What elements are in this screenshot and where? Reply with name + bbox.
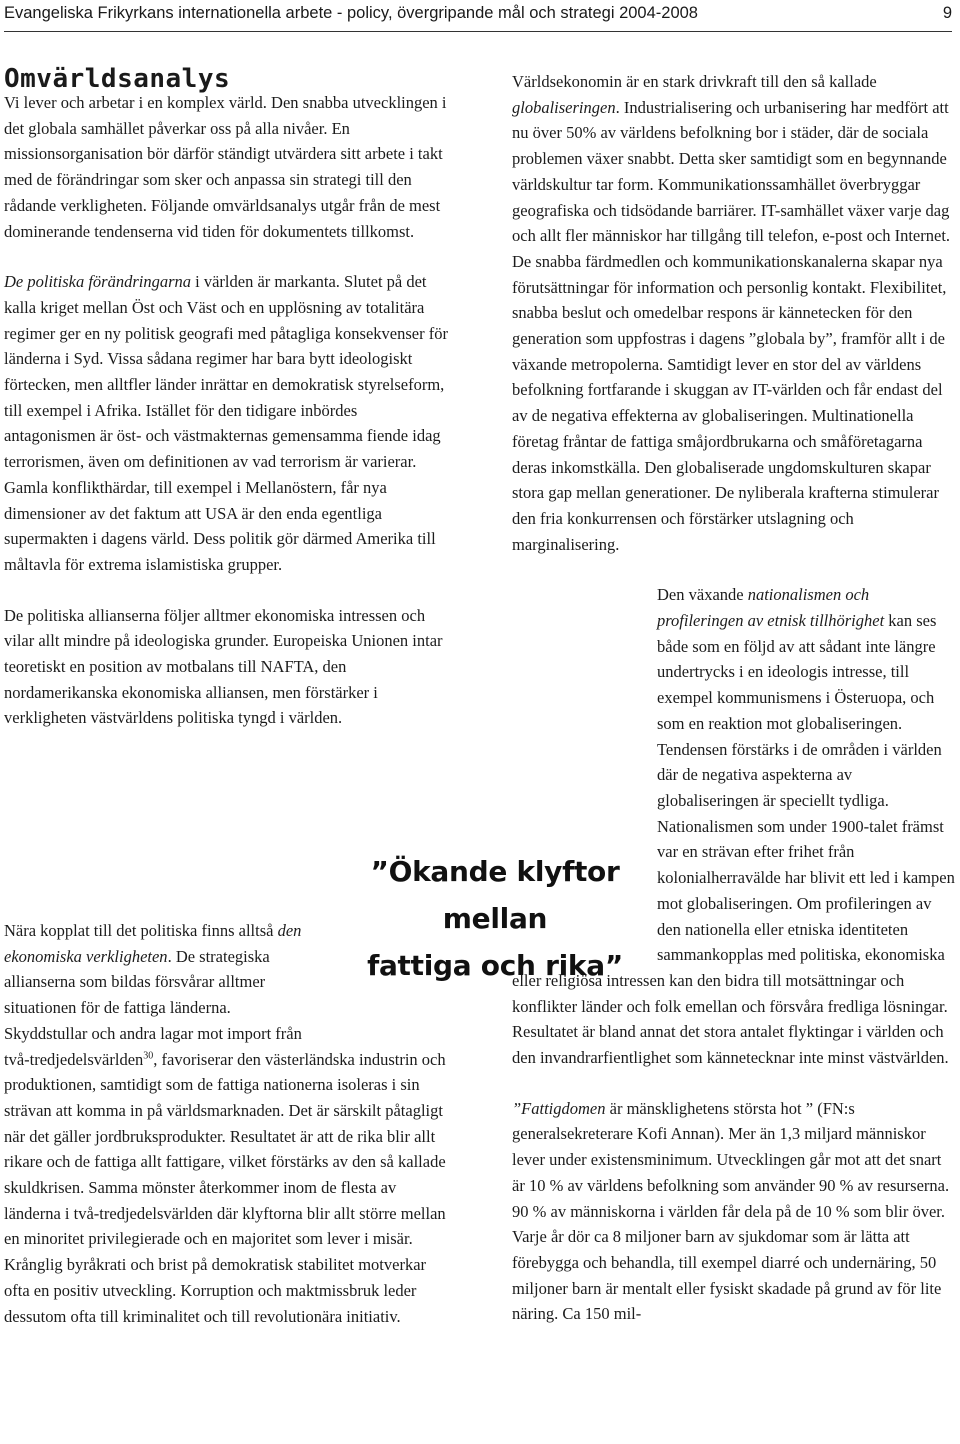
poverty-paragraph: ”Fattigdomen är mänsklighetens största hot ” (FN:s generalsekreterare Kofi Annan). Mer än 1,3 miljard människor lever under existensminimum. Utvecklingen går mot att det snart är 10 % av världens befolkning som använder 90 % av resurserna. 90 % av människorna i världen får dela på de 10 % som blir över. Varje år dör ca 8 miljoner barn av sjukdomar som är lätta att förebygga och behandla, till exempel diarré och undernäring, 50 miljoner barn är mentalt eller fysiskt skadade på grund av för lite näring. Ca 150 mil- [512, 1098, 950, 1324]
poverty-emphasis: ”Fattigdomen [512, 1098, 606, 1118]
intro-paragraph: Vi lever och arbetar i en komplex värld. Den snabba utvecklingen i det globala samhället påverkar oss på alla nivåer. En missionsorganisation bör därför ständigt utvärdera sitt arbete i takt med de förändringar som sker och anpassa sin strategi till den rådande verkligheten. Följande omvärldsanalys utgår från de mest dominerande tendenserna vid tiden för dokumentets tillkomst. [4, 93, 447, 241]
footnote-ref: 30 [143, 1050, 154, 1062]
globalisation-paragraph: Världsekonomin är en stark drivkraft till den så kallade globaliseringen. Industrialisering och urbanisering har medfört att nu över 50% av världens befolkning bor i städer, där de sociala problemen växer snabbt. Detta sker samtidigt som en begynnande världskultur tar form. Kommunikationssamhället överbryggar geografiska och tidsödande barriärer. IT-samhället växer varje dag och allt fler människor har tillgång till telefon, e-post och Internet. De snabba färdmedlen och kommunikationskanalerna skapar nya förutsättningar för information och personlig kontakt. Flexibilitet, snabba beslut och omedelbar respons är kännetecken för den generation som uppfostras i dagens ”globala by”, framför allt i de växande metropolerna. Samtidigt lever en stor del av världens befolkning fortfarande i skuggan av IT-världen och får endast del av de negativa effekterna av globaliseringen. Multinationella företag fråntar de fattiga småjordbrukarna och småföretagarna deras inkomstkälla. Den globaliserade ungdomskulturen skapar stora gap mellan generationer. De nyliberala krafterna stimulerar den fria konkurrensen och förstärker utslagning och marginalisering. [512, 72, 951, 554]
pull-quote-line-3: fattiga och rika” [367, 949, 623, 982]
page-number: 9 [942, 4, 952, 22]
alliances-paragraph: De politiska allianserna följer alltmer ekonomiska intressen och vilar allt mindre på ideologiska grunder. Europeiska Unionen intar teoretiskt en position av motbalans till NAFTA, den nordamerikanska ekonomiska alliansen, men förstärker i verkligheten västvärldens politiska tyngd i världen. [4, 605, 443, 728]
section-heading: Omvärldsanalys [4, 64, 231, 94]
nationalism-paragraph: Den växande nationalismen och profileringen av etnisk tillhörighet kan ses både som en följd av att sådant inte längre undertrycks i en ideologis intresse, till exempel kommunismens i Österuopa, och som en reaktion mot globaliseringen. Tendensen förstärks i de områden i världen där de negativa aspekterna av globaliseringen är speciellt tydliga. Nationalismen som under 1900-talet främst var en strävan efter frihet från kolonialherravälde har blivit ett led i kampen mot globaliseringen. Om profileringen av den nationella eller etniska identiteten sammankopplas med politiska, ekonomiska eller religiösa intressen kan den bidra till motsättningar och konflikter länder och folk emellan och försvåra fredliga lösningar. Resultatet är bland annat det stora antalet flyktingar i världen och den invandrarfientlighet som kännetecknar inte minst västvärlden. [512, 585, 955, 1068]
header-rule [4, 31, 952, 32]
nationalism-emphasis: nationalismen och profileringen av etnisk tillhörighet [657, 585, 885, 631]
pull-quote-line-1: ”Ökande klyftor [370, 855, 620, 888]
politics-paragraph: De politiska förändringarna i världen är markanta. Slutet på det kalla kriget mellan Öst och Väst och en upplösning av totalitära regimer ger en ny politisk geografi med påtagliga konsekvenser för länderna i Syd. Vissa sådana regimer har bara bytt ideologiskt förtecken, men alltfler länder inrättar en demokratisk styrelseform, till exempel i Afrika. Istället för den tidigare inbördes antagonismen är öst- och västmakternas gemensamma fiende idag terrorismen, även om definitionen av vad terrorism är varierar. Gamla konflikthärdar, till exempel i Mellanöstern, får nya dimensioner av det faktum att USA är den enda egentliga supermakten i dagens värld. Dess politik gör därmed Amerika till måltavla för extrema islamistiska grupper. [4, 272, 448, 574]
politics-emphasis: De politiska förändringarna [4, 272, 192, 292]
economy-emphasis: den ekonomiska verkligheten [4, 921, 302, 966]
running-header [4, 0, 952, 32]
globalisation-emphasis: globaliseringen [512, 97, 616, 117]
right-column [512, 69, 957, 1327]
left-column [4, 90, 450, 731]
economy-paragraph: Nära kopplat till det politiska finns alltså den ekonomiska verkligheten. De strategiska allianserna som bildas försvårar alltmer situationen för de fattiga länderna. Skyddstullar och andra lagar mot import från två-tredjedelsvärlden$^{30}$, favoriserar den västerländska industrin och produktionen, samtidigt som de fattiga nationerna isoleras i sin strävan att komma in på världsmarknaden. Det är särskilt påtagligt när det gäller jordbruksprodukter. Resultatet är att de rika blir allt rikare och de fattiga allt fattigare, vilket förstärks av den så kallade skuldkrisen. Samma mönster återkommer inom de flesta av länderna i två-tredjedelsvärlden där klyftorna blir allt större mellan en minoritet privilegierade och en majoritet som lever i misär. Krånglig byråkrati och brist på demokratisk stabilitet motverkar ofta en positiv utveckling. Korruption och maktmissbruk leder dessutom ofta till kriminalitet och till revolutionära initiativ. [4, 921, 446, 1326]
pull-quote-line-2: mellan [442, 902, 548, 935]
document-title: Evangeliska Frikyrkans internationella arbete - policy, övergripande mål och strategi 2004-2008 [4, 4, 698, 22]
pull-quote [350, 848, 640, 989]
